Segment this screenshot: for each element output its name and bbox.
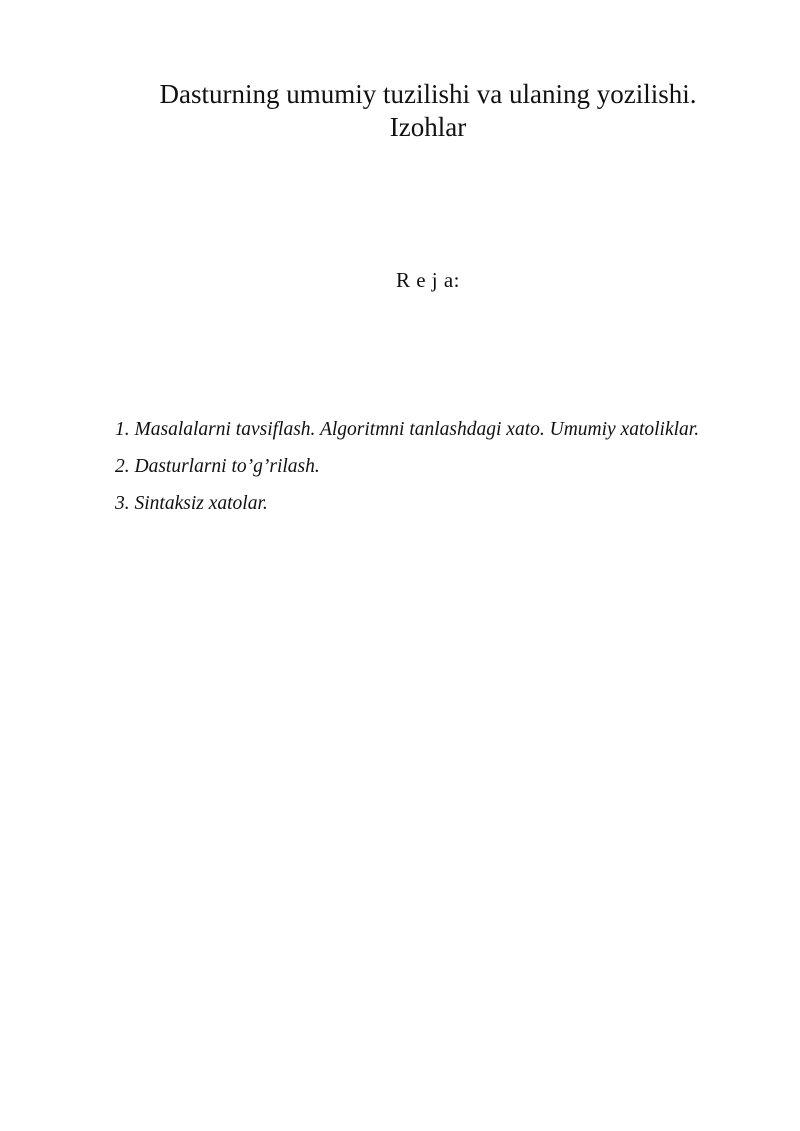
- plan-item-3: 3. Sintaksiz xatolar.: [115, 493, 268, 514]
- plan-list: [115, 411, 705, 522]
- plan-heading: R e j a:: [395, 268, 461, 292]
- title-line-2: Izohlar: [389, 112, 467, 142]
- title-line-1: Dasturning umumiy tuzilishi va ulaning yozilishi.: [159, 79, 697, 109]
- document-title: [128, 78, 728, 144]
- plan-item-2: 2. Dasturlarni to’g’rilash.: [115, 456, 320, 477]
- plan-item-1: 1. Masalalarni tavsiflash. Algoritmni tanlashdagi xato. Umumiy xatoliklar.: [115, 419, 700, 440]
